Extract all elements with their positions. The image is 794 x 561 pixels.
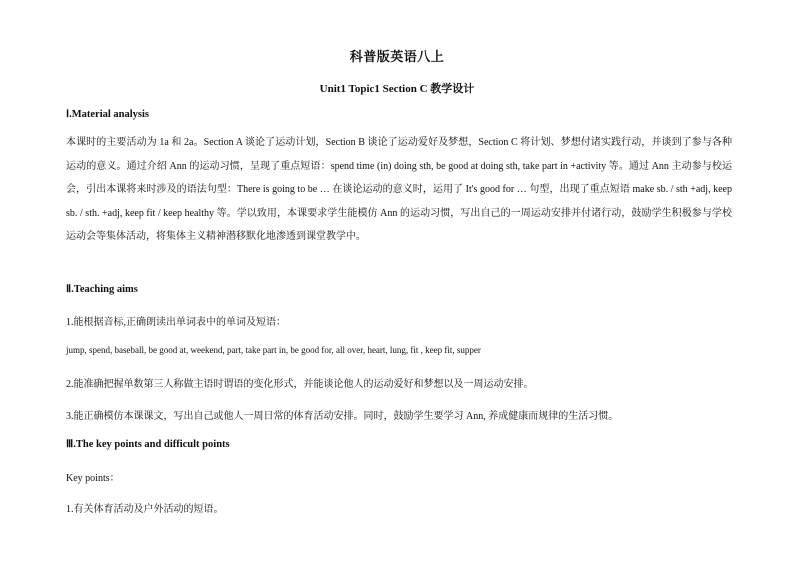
vocabulary-list: jump, spend, baseball, be good at, weekend, part, take part in, be good for, all over, heart, lung, fit , keep fit, supper xyxy=(66,345,481,355)
document-subtitle: Unit1 Topic1 Section C 教学设计 xyxy=(319,83,475,95)
material-analysis-paragraph: 本课时的主要活动为 1a 和 2a。Section A 谈论了运动计划，Section B 谈论了运动爱好及梦想，Section C 将计划、梦想付诸实践行动，并谈到了参与各种运动的意义。通过介绍 Ann 的运动习惯，呈现了重点短语：spend time (in) doing sth, be good at doing sth, take part in +activity 等。通过 Ann 主动参与校运会，引出本课将来时涉及的语法句型：There is going to be … 在谈论运动的意义时，运用了 It's good for … 句型，出现了重点短语 make sb. / sth +adj, keep sb. / sth. +adj, keep fit / keep healthy 等。学以致用，本课要求学生能模仿 Ann 的运动习惯，写出自己的一周运动安排并付诸行动，鼓励学生积极参与学校运动会等集体活动，将集体主义精神潜移默化地渗透到课堂教学中。 xyxy=(66,137,732,242)
key-point-1: 1.有关体育活动及户外活动的短语。 xyxy=(66,504,224,515)
section-heading-key-points: Ⅲ.The key points and difficult points xyxy=(66,439,230,450)
key-points-label: Key points： xyxy=(66,473,120,484)
document-title: 科普版英语八上 xyxy=(349,50,445,65)
teaching-aim-1: 1.能根据音标,正确朗读出单词表中的单词及短语： xyxy=(66,317,286,328)
section-heading-teaching-aims: Ⅱ.Teaching aims xyxy=(66,284,138,295)
teaching-aim-3: 3.能正确模仿本课课文，写出自己或他人一周日常的体育活动安排。同时，鼓励学生要学习 Ann, 养成健康而规律的生活习惯。 xyxy=(66,411,619,422)
section-heading-material-analysis: Ⅰ.Material analysis xyxy=(66,109,150,120)
teaching-aim-2: 2.能准确把握单数第三人称做主语时谓语的变化形式，并能谈论他人的运动爱好和梦想以及一周运动安排。 xyxy=(66,379,534,390)
